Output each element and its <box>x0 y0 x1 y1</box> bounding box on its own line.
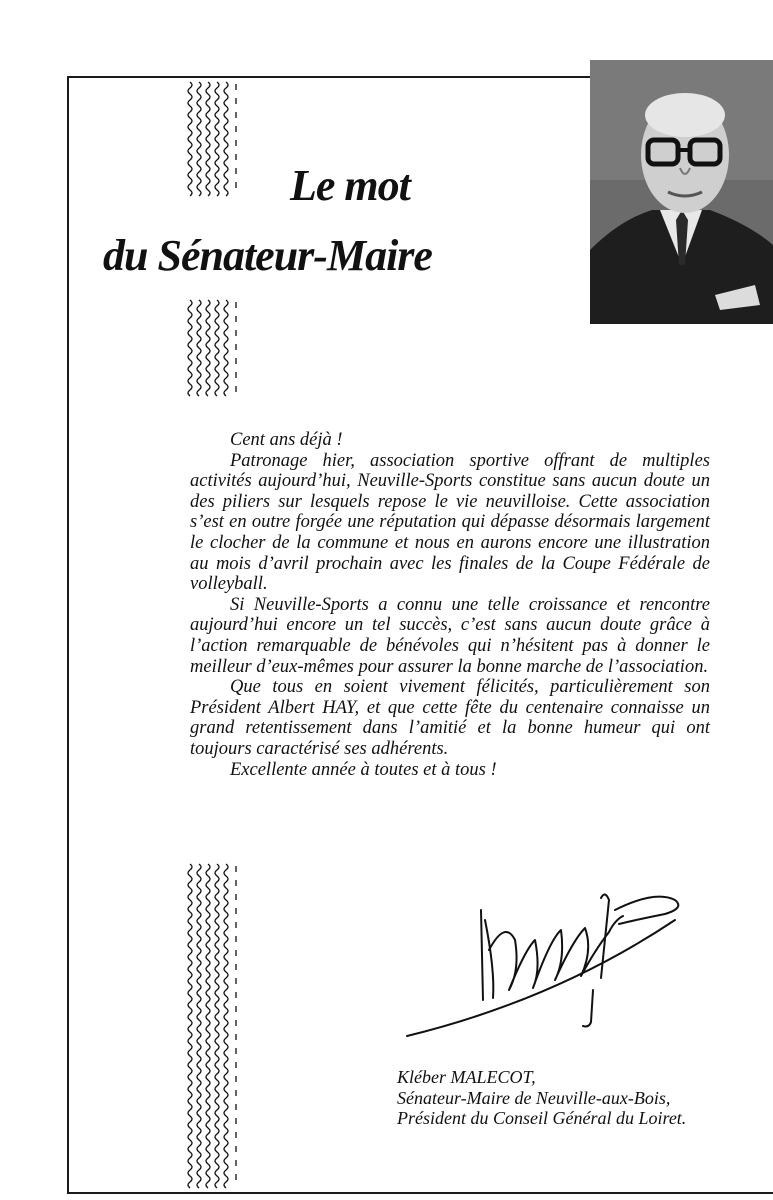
paragraph: Patronage hier, association sportive offrant de multiples activités aujourd’hui, Neuville-Sports constitue sans aucun doute un des piliers sur lesquels repose le vie neuvilloise. Cette association s’est en outre forgée une réputation qui dépasse désormais largement le clocher de la commune et nous en aurons encore une illustration au mois d’avril prochain avec les finales de la Coupe Fédérale de volleyball. <box>190 450 710 595</box>
portrait-photo <box>590 60 773 324</box>
paragraph: Excellente année à toutes et à tous ! <box>230 759 497 780</box>
letter-body <box>190 430 710 780</box>
frame-bottom-rule <box>67 1192 773 1194</box>
wave-ornament-middle <box>186 298 246 402</box>
wave-ornament-bottom <box>186 862 246 1192</box>
frame-left-rule <box>67 76 69 1192</box>
signature-block <box>397 1067 767 1129</box>
signatory-role-1: Sénateur-Maire de Neuville-aux-Bois, <box>397 1087 671 1108</box>
title-line-2: du Sénateur-Maire <box>103 231 432 280</box>
frame-top-rule <box>67 76 590 78</box>
paragraph: Cent ans déjà ! <box>230 430 343 450</box>
wave-ornament-top <box>186 80 246 200</box>
signatory-role-2: Président du Conseil Général du Loiret. <box>397 1108 687 1128</box>
paragraph: Que tous en soient vivement félicités, particulièrement son Président Albert HAY, et que cette fête du centenaire connaisse un grand retentissement dans l’amitié et la bonne humeur qui ont toujours caractérisé ses adhérents. <box>190 677 710 759</box>
handwritten-signature <box>405 880 695 1040</box>
paragraph: Si Neuville-Sports a connu une telle croissance et rencontre aujourd’hui encore un tel succès, c’est sans aucun doute grâce à l’action remarquable de bénévoles qui n’hésitent pas à donner le meilleur d’eux-mêmes pour assurer la bonne marche de l’association. <box>190 594 710 677</box>
signatory-name: Kléber MALECOT, <box>397 1067 536 1087</box>
title-line-1: Le mot <box>290 161 410 210</box>
